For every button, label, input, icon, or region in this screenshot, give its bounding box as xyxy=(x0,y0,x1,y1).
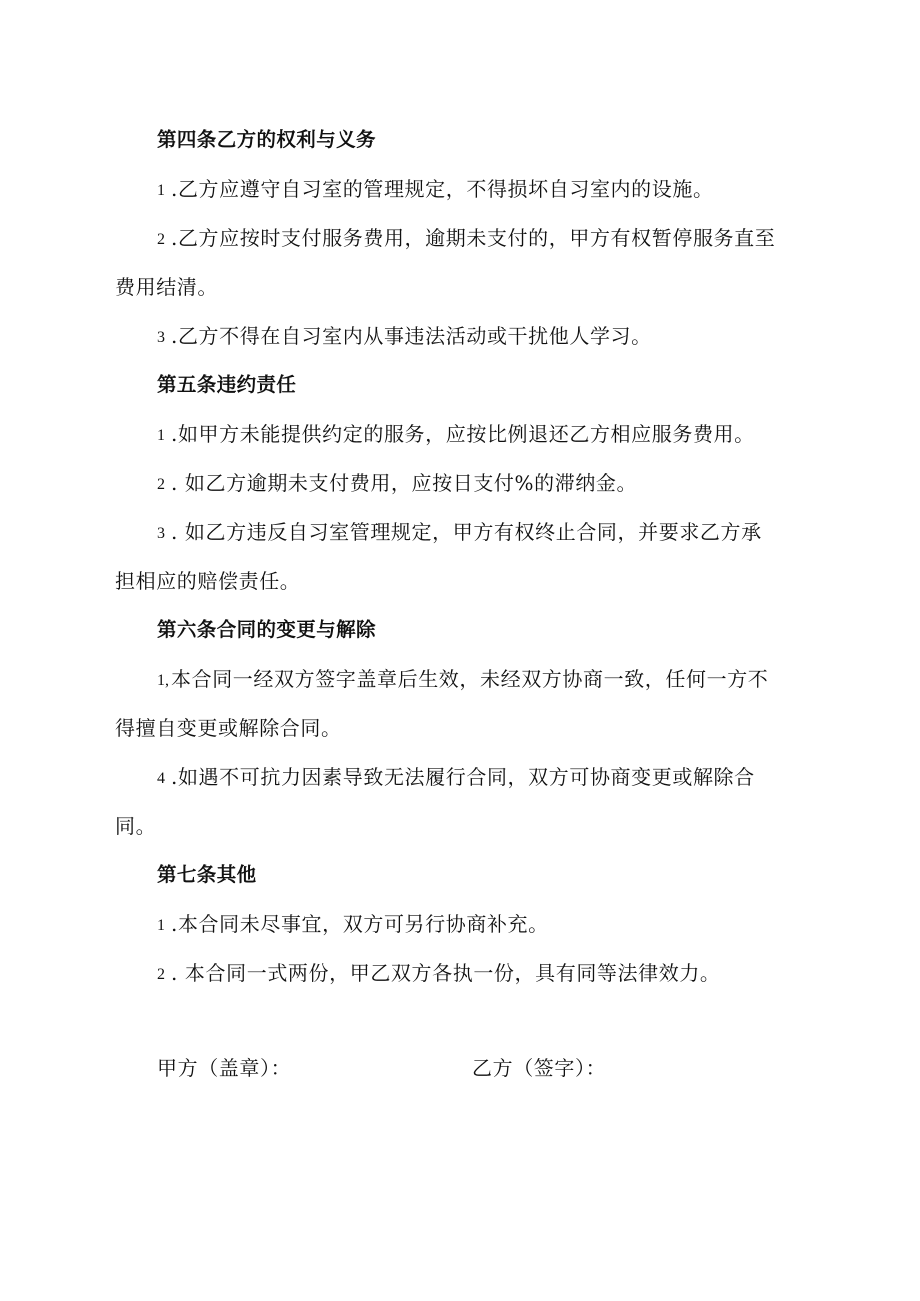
article5-item-3-continued: 担相应的赔偿责任。 xyxy=(115,569,301,593)
item-text: 本合同一经双方签字盖章后生效，未经双方协商一致，任何一方不 xyxy=(171,667,769,691)
article6-heading: 第六条合同的变更与解除 xyxy=(157,618,376,641)
item-text: .乙方应按时支付服务费用，逾期未支付的，甲方有权暂停服务直至 xyxy=(171,226,776,250)
article6-item-2-continued: 同。 xyxy=(115,814,157,838)
article4-heading: 第四条乙方的权利与义务 xyxy=(157,128,376,151)
article4-item-1 xyxy=(157,176,714,204)
item-text: .本合同未尽事宜，双方可另行协商补充。 xyxy=(171,912,549,936)
article4-item-2-continued: 费用结清。 xyxy=(115,275,218,299)
article4-item-2 xyxy=(157,225,775,253)
article4-item-3 xyxy=(157,323,652,351)
item-number: 3 xyxy=(157,329,165,346)
item-text: .如甲方未能提供约定的服务，应按比例退还乙方相应服务费用。 xyxy=(171,422,755,446)
item-number: 2 xyxy=(157,231,165,248)
article7-heading: 第七条其他 xyxy=(157,863,257,886)
article5-heading: 第五条违约责任 xyxy=(157,373,297,396)
article5-item-2 xyxy=(157,470,637,498)
item-text: . 本合同一式两份，甲乙双方各执一份，具有同等法律效力。 xyxy=(171,961,721,985)
item-text: .乙方应遵守自习室的管理规定，不得损坏自习室内的设施。 xyxy=(171,177,714,201)
item-number: 1 xyxy=(157,427,165,444)
article5-item-3 xyxy=(157,519,762,547)
article6-item-2 xyxy=(157,764,755,792)
item-number: 1 xyxy=(157,917,165,934)
article5-item-1 xyxy=(157,421,755,449)
article7-item-1 xyxy=(157,911,549,939)
article7-item-2 xyxy=(157,960,721,988)
item-text: . 如乙方逾期未支付费用，应按日支付%的滞纳金。 xyxy=(171,471,638,495)
item-number: 4 xyxy=(157,770,165,787)
party-a-seal-label: 甲方（盖章）： xyxy=(157,1056,292,1080)
item-text: .乙方不得在自习室内从事违法活动或干扰他人学习。 xyxy=(171,324,652,348)
item-number: 3 xyxy=(157,525,165,542)
item-number: 2 xyxy=(157,476,165,493)
item-number: 1 xyxy=(157,182,165,199)
article6-item-1-continued: 得擅自变更或解除合同。 xyxy=(115,716,342,740)
article6-item-1 xyxy=(157,666,768,694)
item-text: . 如乙方违反自习室管理规定，甲方有权终止合同，并要求乙方承 xyxy=(171,520,762,544)
item-number: 2 xyxy=(157,966,165,983)
item-text: .如遇不可抗力因素导致无法履行合同，双方可协商变更或解除合 xyxy=(171,765,755,789)
party-b-signature-label: 乙方（签字）： xyxy=(472,1056,607,1080)
item-number: 1, xyxy=(157,672,169,689)
